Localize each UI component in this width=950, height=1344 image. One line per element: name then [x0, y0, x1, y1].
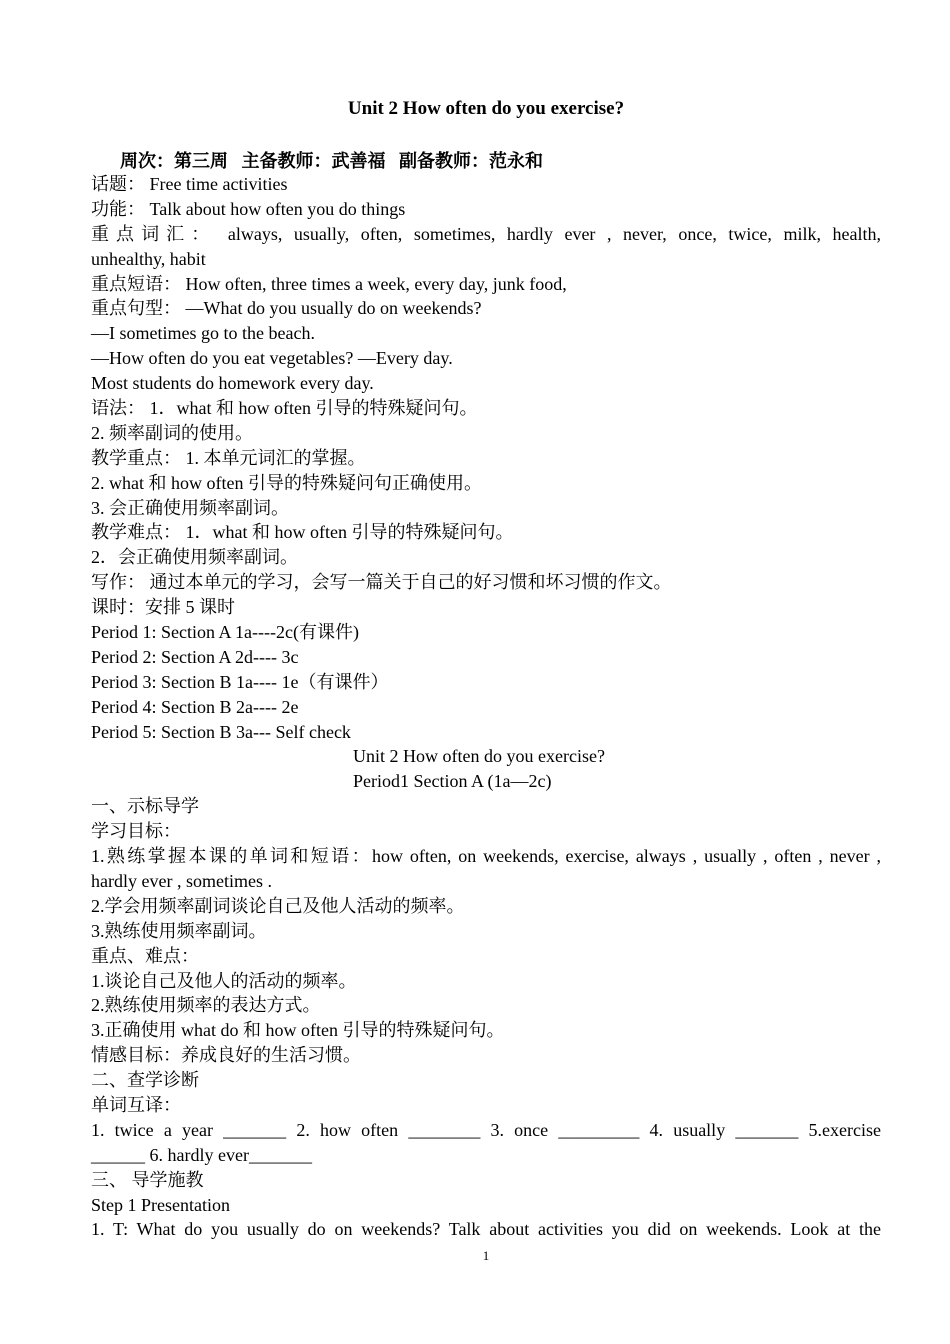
text-line: 重点、难点：	[91, 945, 199, 966]
text-line: 3.正确使用 what do 和 how often 引导的特殊疑问句。	[91, 1020, 505, 1041]
text-line: 重点词汇： always, usually, often, sometimes, hardly ever , never, once, twice, milk, health,	[91, 223, 881, 244]
text-line: 2.学会用频率副词谈论自己及他人活动的频率。	[91, 895, 465, 916]
text-line: 课时：安排 5 课时	[91, 597, 235, 618]
text-line: 学习目标：	[91, 821, 181, 842]
text-line: 教学重点： 1. 本单元词汇的掌握。	[91, 447, 366, 468]
text-line: Step 1 Presentation	[91, 1194, 230, 1215]
text-line: 写作： 通过本单元的学习，会写一篇关于自己的好习惯和坏习惯的作文。	[91, 572, 672, 593]
text-line: 教学难点： 1．what 和 how often 引导的特殊疑问句。	[91, 522, 514, 543]
text-line: Period 1: Section A 1a----2c(有课件)	[91, 622, 359, 643]
text-line: 语法： 1．what 和 how often 引导的特殊疑问句。	[91, 398, 478, 419]
text-line: Period 3: Section B 1a---- 1e（有课件）	[91, 671, 389, 692]
text-line: 1.熟练掌握本课的单词和短语：how often, on weekends, exercise, always , usually , often , never ,	[91, 846, 881, 867]
text-line: 三、 导学施教	[91, 1169, 204, 1190]
text-line: 1.谈论自己及他人的活动的频率。	[91, 970, 357, 991]
text-line: Period 5: Section B 3a--- Self check	[91, 721, 351, 742]
text-line: hardly ever , sometimes .	[91, 870, 272, 891]
text-line: Period1 Section A (1a—2c)	[353, 771, 552, 792]
text-line: 一、示标导学	[91, 796, 199, 817]
staff-info-line: 周次：第三周 主备教师：武善福 副备教师：范永和	[120, 151, 543, 171]
text-line: 话题： Free time activities	[91, 174, 288, 194]
text-line: 重点短语： How often, three times a week, every day, junk food,	[91, 273, 567, 294]
text-line: 单词互译：	[91, 1094, 181, 1115]
document-title: Unit 2 How often do you exercise?	[347, 98, 625, 119]
text-line: Period 4: Section B 2a---- 2e	[91, 696, 299, 717]
text-line: ______ 6. hardly ever_______	[91, 1144, 312, 1165]
text-line: 2. 频率副词的使用。	[91, 422, 253, 443]
text-line: —I sometimes go to the beach.	[91, 323, 315, 344]
text-line: Most students do homework every day.	[91, 373, 374, 394]
text-line: Unit 2 How often do you exercise?	[353, 746, 605, 767]
text-line: 1. twice a year _______ 2. how often ________ 3. once _________ 4. usually _______ 5.exercise	[91, 1119, 881, 1140]
text-line: Period 2: Section A 2d---- 3c	[91, 646, 299, 667]
text-line: unhealthy, habit	[91, 248, 206, 269]
text-line: 1. T: What do you usually do on weekends? Talk about activities you did on weekends. Look at the	[91, 1219, 881, 1240]
text-line: 3.熟练使用频率副词。	[91, 920, 267, 941]
page-number: 1	[482, 1248, 490, 1263]
text-line: —How often do you eat vegetables? —Every day.	[91, 348, 453, 369]
document-body	[91, 172, 881, 1242]
text-line: 3. 会正确使用频率副词。	[91, 497, 289, 518]
text-line: 二、查学诊断	[91, 1070, 199, 1091]
text-line: 重点句型： —What do you usually do on weekends?	[91, 298, 482, 319]
text-line: 2.熟练使用频率的表达方式。	[91, 995, 321, 1016]
text-line: 情感目标：养成良好的生活习惯。	[91, 1045, 361, 1066]
text-line: 2．会正确使用频率副词。	[91, 547, 298, 568]
text-line: 功能： Talk about how often you do things	[91, 198, 406, 219]
text-line: 2. what 和 how often 引导的特殊疑问句正确使用。	[91, 472, 482, 493]
